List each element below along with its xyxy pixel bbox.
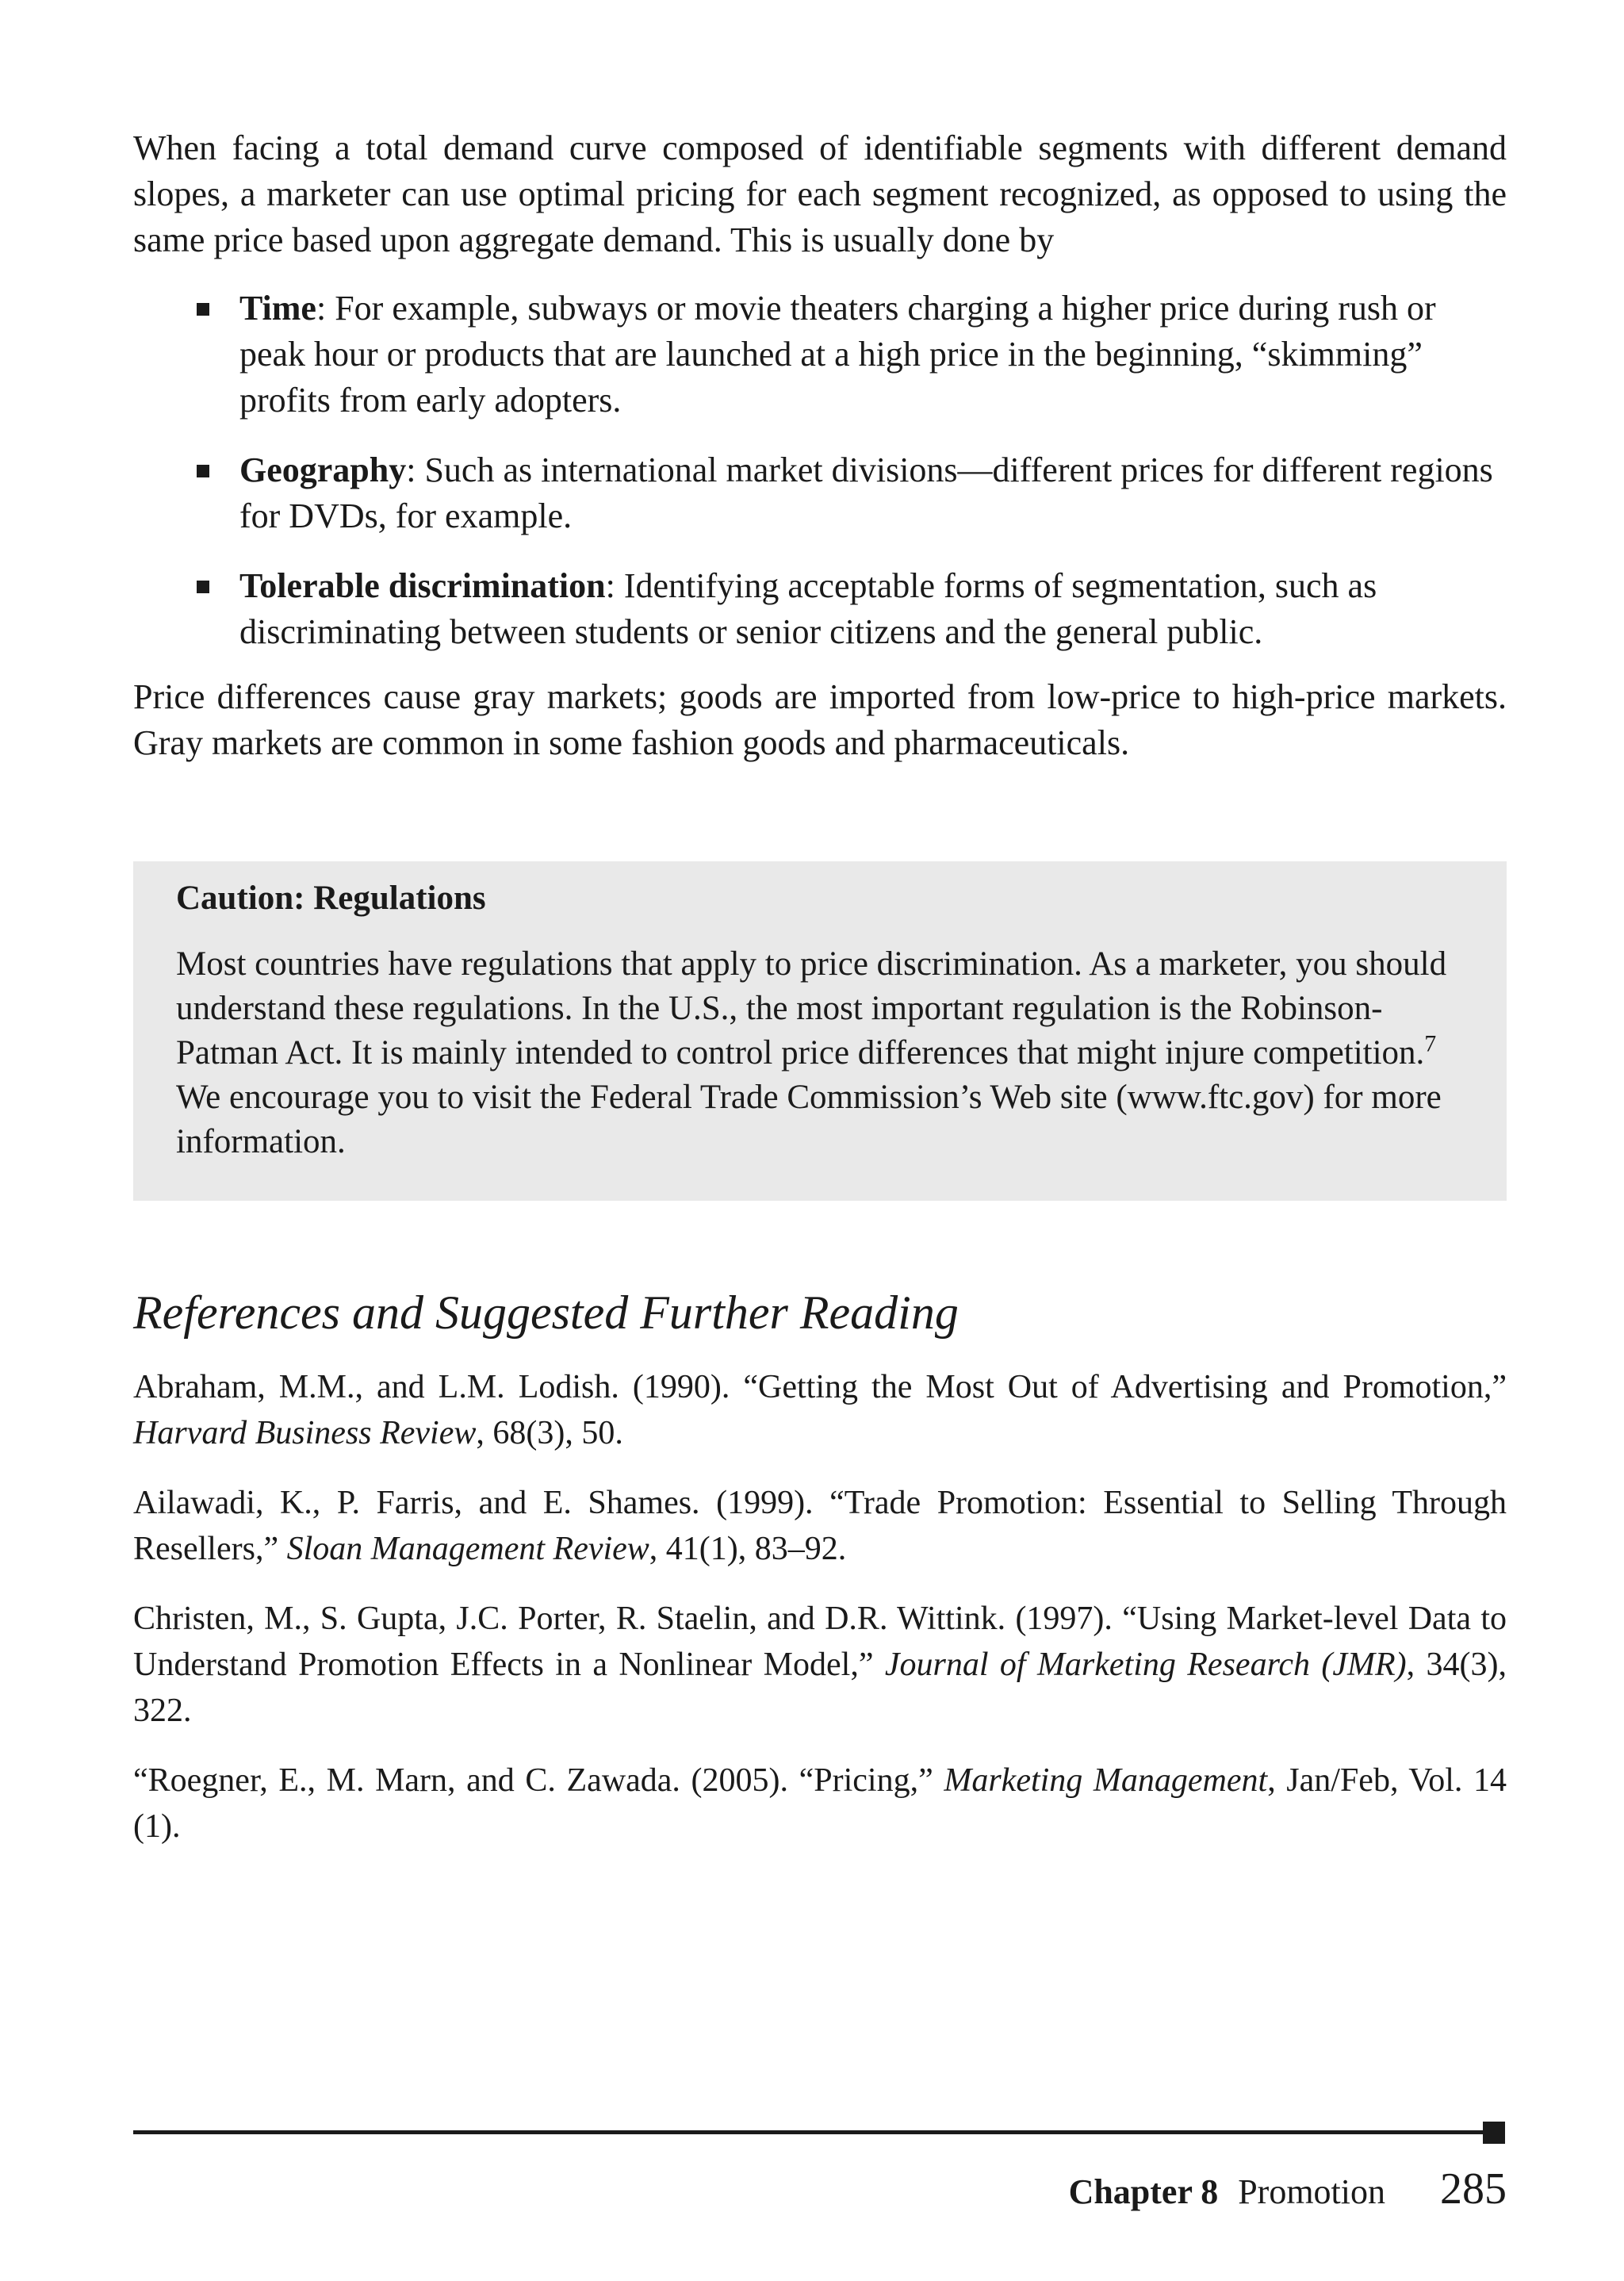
list-item — [133, 563, 1507, 655]
references-list — [133, 1364, 1507, 1873]
reference-text: Ailawadi, K., P. Farris, and E. Shames. (1999). “Trade Promotion: Essential to Selling Through Resellers,” — [133, 1485, 1507, 1567]
square-bullet-icon — [197, 303, 209, 316]
reference-details: , 34(3), 322. — [133, 1647, 1507, 1729]
reference-entry — [133, 1758, 1507, 1850]
page-number: 285 — [1440, 2164, 1507, 2214]
reference-entry — [133, 1364, 1507, 1456]
footer-chapter-title: Promotion — [1238, 2172, 1385, 2211]
reference-text: Abraham, M.M., and L.M. Lodish. (1990). “Getting the Most Out of Advertising and Promotion,” — [133, 1369, 1507, 1405]
footer-chapter: Chapter 8 — [1068, 2172, 1219, 2211]
journal-title: Sloan Management Review — [286, 1531, 649, 1567]
segmentation-list — [133, 286, 1507, 679]
bullet-text: : For example, subways or movie theaters charging a higher price during rush or peak hour or products that are launched at a high price in the beginning, “skimming” profits from early adopters. — [239, 289, 1436, 420]
running-footer — [1069, 2165, 1507, 2216]
bullet-term: Time — [239, 289, 316, 328]
reference-text: Christen, M., S. Gupta, J.C. Porter, R. Staelin, and D.R. Wittink. (1997). “Using Market-level Data to Understand Promotion Effects in a Nonlinear Model,” — [133, 1601, 1507, 1683]
callout-title: Caution: Regulations — [176, 880, 486, 917]
journal-title: Marketing Management — [944, 1762, 1268, 1799]
square-bullet-icon — [197, 581, 209, 593]
reference-details: , Jan/Feb, Vol. 14 (1). — [133, 1762, 1507, 1845]
callout-body-text-continued: We encourage you to visit the Federal Trade Commission’s Web site (www.ftc.gov) for more information. — [176, 1079, 1442, 1160]
references-heading: References and Suggested Further Reading — [133, 1286, 959, 1339]
caution-callout-box — [133, 861, 1507, 1201]
bullet-text: : Such as international market divisions—different prices for different regions for DVDs, for example. — [239, 450, 1493, 535]
bullet-term: Tolerable discrimination — [239, 566, 606, 605]
footer-rule — [133, 2130, 1491, 2134]
footnote-marker: 7 — [1424, 1030, 1437, 1057]
reference-details: , 41(1), 83–92. — [649, 1531, 847, 1567]
list-item — [133, 447, 1507, 539]
journal-title: Journal of Marketing Research (JMR) — [884, 1647, 1407, 1683]
callout-body-text: Most countries have regulations that apply to price discrimination. As a marketer, you should understand these regulations. In the U.S., the most important regulation is the Robinson-Patman Act. It is mainly intended to control price differences that might injure competition. — [176, 945, 1447, 1071]
bullet-term: Geography — [239, 450, 407, 489]
reference-text: “Roegner, E., M. Marn, and C. Zawada. (2005). “Pricing,” — [133, 1762, 944, 1799]
gray-markets-paragraph: Price differences cause gray markets; goods are imported from low-price to high-price markets. Gray markets are common in some fashion goods and pharmaceuticals. — [133, 677, 1507, 762]
bullet-text: : Identifying acceptable forms of segmentation, such as discriminating between students or senior citizens and the general public. — [239, 566, 1377, 651]
callout-body — [176, 942, 1477, 1164]
intro-paragraph: When facing a total demand curve composed of identifiable segments with different demand slopes, a marketer can use optimal pricing for each segment recognized, as opposed to using the same price based upon aggregate demand. This is usually done by — [133, 128, 1507, 259]
journal-title: Harvard Business Review — [133, 1415, 477, 1451]
square-bullet-icon — [197, 465, 209, 477]
reference-entry — [133, 1596, 1507, 1734]
reference-entry — [133, 1480, 1507, 1572]
list-item — [133, 286, 1507, 424]
footer-square-icon — [1483, 2122, 1505, 2144]
reference-details: , 68(3), 50. — [476, 1415, 623, 1451]
